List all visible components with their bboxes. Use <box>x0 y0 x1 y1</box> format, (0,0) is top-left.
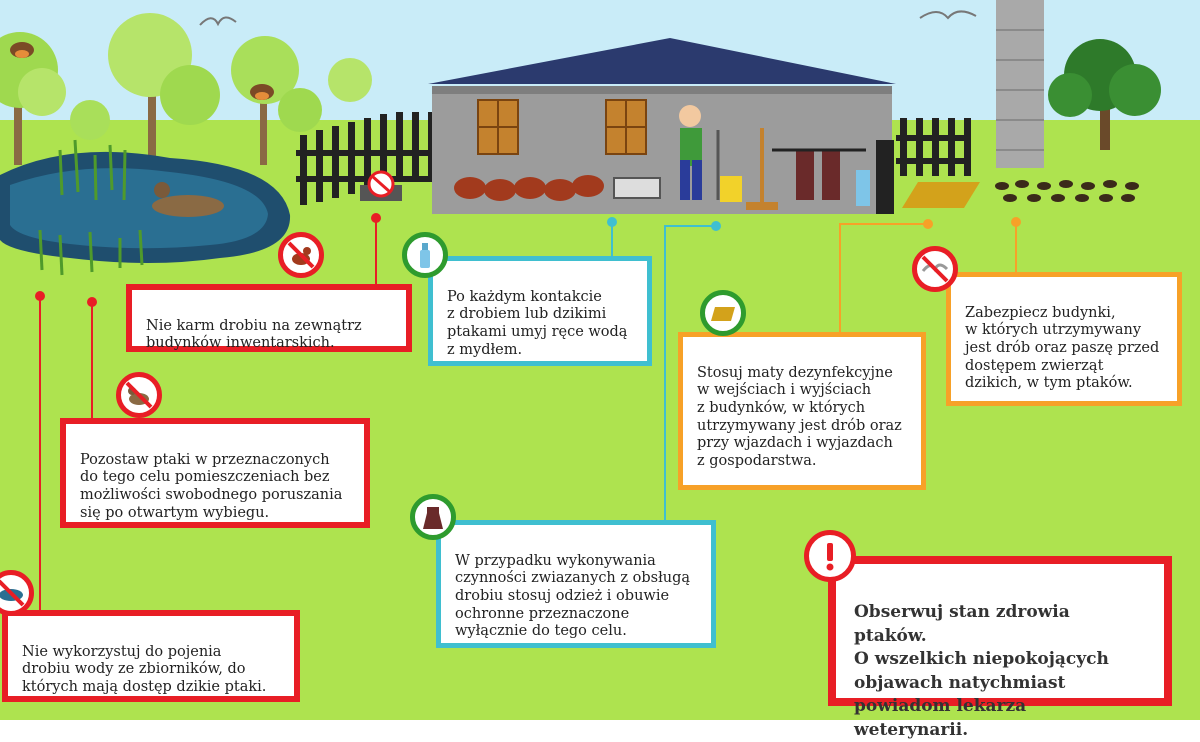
tip-keep-indoors <box>60 418 370 528</box>
no-duck-icon <box>116 372 162 418</box>
mat-icon <box>700 290 746 336</box>
tip-text: Zabezpiecz budynki, w których utrzymywany jest drób oraz paszę przed dostępem zwierząt dzikich, w tym ptaków. <box>965 304 1160 392</box>
tip-text: Nie wykorzystuj do pojenia drobiu wody ze zbiorników, do których mają dostęp dzikie ptaki. <box>22 643 267 696</box>
tip-text: Obserwuj stan zdrowia ptaków. O wszelkich niepokojących objawach natychmiast powiadom lekarza weterynarii. <box>854 602 1109 740</box>
tip-text: Stosuj maty dezynfekcyjne w wejściach i wyjściach z budynków, w których utrzymywany jest drób oraz przy wjazdach i wyjazdach z gospodarstwa. <box>697 364 902 470</box>
tip-text: W przypadku wykonywania czynności zwiazanych z obsługą drobiu stosuj odzież i obuwie ochronne przeznaczone wyłącznie do tego celu. <box>455 552 691 640</box>
tip-no-pond-water <box>2 610 300 702</box>
soap-bottle-icon <box>402 232 448 278</box>
tip-text: Pozostaw ptaki w przeznaczonych do tego celu pomieszczeniach bez możliwości swobodnego poruszania się po otwartym wybiegu. <box>80 451 343 521</box>
silo <box>996 0 1044 168</box>
tip-text: Po każdym kontakcie z drobiem lub dzikimi ptakami umyj ręce wodą z mydłem. <box>447 288 628 358</box>
apron-icon <box>410 494 456 540</box>
tip-secure-buildings <box>946 272 1182 406</box>
no-hen-icon <box>278 232 324 278</box>
no-water-icon <box>0 570 34 616</box>
exclamation-icon <box>804 530 856 582</box>
tip-text: Nie karm drobiu na zewnątrz budynków inwentarskich. <box>146 317 362 352</box>
no-wild-bird-icon <box>912 246 958 292</box>
tip-protective-clothing <box>436 520 716 648</box>
tip-disinfection-mats <box>678 332 926 490</box>
tip-wash-hands <box>428 256 652 366</box>
tip-no-feed-outside <box>126 284 412 352</box>
tip-observe-health <box>828 556 1172 740</box>
